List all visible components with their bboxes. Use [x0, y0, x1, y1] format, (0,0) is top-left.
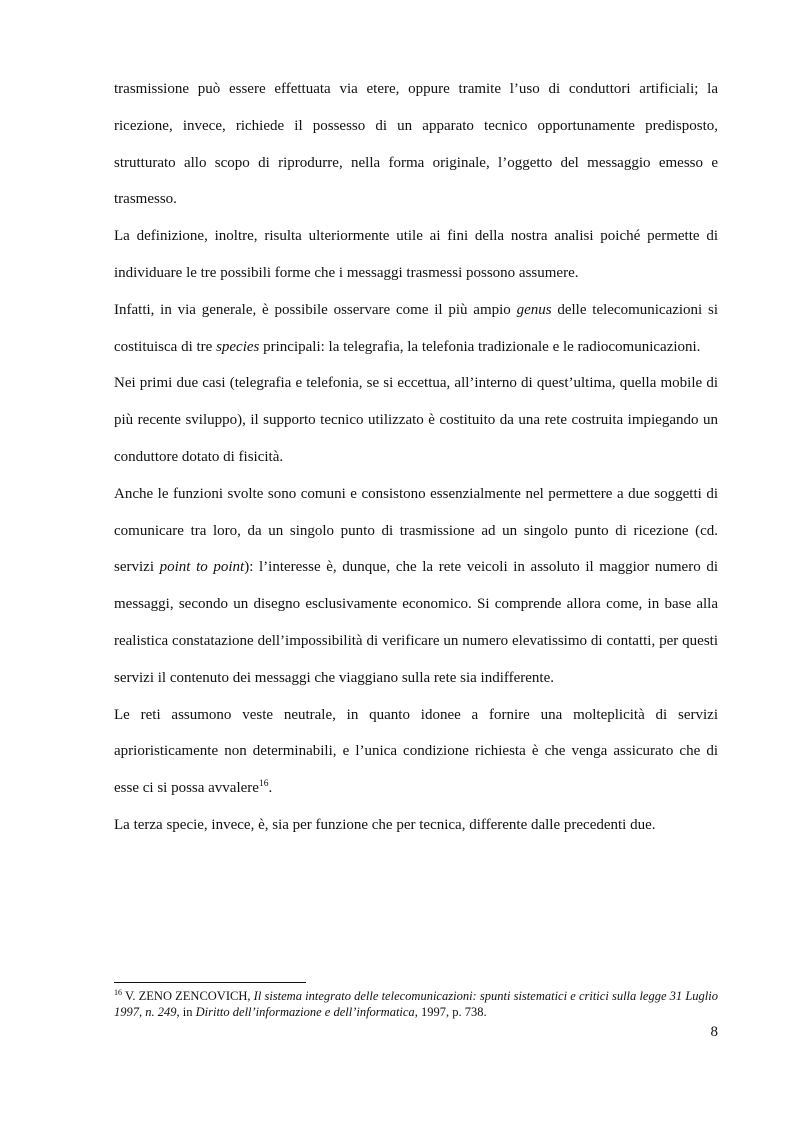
paragraph-5-text-b: ): l’interesse è, dunque, che la rete veicoli in assoluto il maggior numero di messaggi, secondo un disegno esclusivamente economico. Si comprende allora come, in base alla realistica constatazione dell’impossibilità di verificare un numero elevatissimo di contatti, per questi servizi il contenuto dei messaggi che viaggiano sulla rete sia indifferente. — [114, 559, 719, 686]
footnote-title: Il sistema integrato delle telecomunicazioni: spunti sistematici e critici sulla legge 31 Luglio 1997, n. 249 — [114, 989, 718, 1019]
footnote-in: , in — [176, 1004, 196, 1019]
page-number: 8 — [710, 1024, 718, 1040]
paragraph-6-text-a: Le reti assumono veste neutrale, in quanto idonee a fornire una molteplicità di servizi aprioristicamente non determinabili, e l’unica condizione richiesta è che venga assicurato che di esse ci si possa avvalere — [114, 706, 718, 797]
footnote-separator — [114, 982, 306, 983]
paragraph-6-text-b: . — [268, 780, 273, 797]
paragraph-5 — [114, 476, 718, 697]
paragraph-4: Nei primi due casi (telegrafia e telefonia, se si eccettua, all’interno di quest’ultima, quella mobile di più recente sviluppo), il supporto tecnico utilizzato è costituito da una rete costruita impiegando un conduttore dotato di fisicità. — [114, 375, 718, 465]
paragraph-6 — [114, 697, 718, 807]
paragraph-5-text-a: Anche le funzioni svolte sono comuni e consistono essenzialmente nel permettere a due soggetti di comunicare tra loro, da un singolo punto di trasmissione ad un singolo punto di ricezione (cd. servizi — [114, 485, 718, 576]
paragraph-3-text-b: delle telecomunicazioni si costituisca di tre — [114, 301, 719, 355]
term-species: species — [216, 338, 260, 355]
footnote-reference[interactable]: 16 — [258, 779, 269, 790]
paragraph-3-text-a: Infatti, in via generale, è possibile osservare come il più ampio — [114, 301, 517, 318]
body-text — [114, 71, 718, 844]
footnote-rest: , 1997, p. 738. — [414, 1004, 487, 1019]
paragraph-3-text-c: principali: la telegrafia, la telefonia tradizionale e le radiocomunicazioni. — [259, 338, 701, 355]
footnote-16 — [114, 989, 718, 1020]
term-genus: genus — [516, 301, 552, 318]
footnote-author: V. ZENO ZENCOVICH, — [122, 989, 254, 1003]
paragraph-3 — [114, 292, 718, 366]
paragraph-2: La definizione, inoltre, risulta ulteriormente utile ai fini della nostra analisi poiché permette di individuare le tre possibili forme che i messaggi trasmessi possono assumere. — [114, 228, 718, 281]
footnote-number: 16 — [114, 987, 122, 997]
paragraph-1: trasmissione può essere effettuata via etere, oppure tramite l’uso di conduttori artificiali; la ricezione, invece, richiede il possesso di un apparato tecnico opportunamente predisposto, strutturato allo scopo di riprodurre, nella forma originale, l’oggetto del messaggio emesso e trasmesso. — [114, 81, 718, 208]
footnote-journal: Diritto dell’informazione e dell’informatica — [195, 1004, 415, 1019]
paragraph-7: La terza specie, invece, è, sia per funzione che per tecnica, differente dalle precedenti due. — [114, 816, 656, 833]
term-point-to-point: point to point — [159, 559, 245, 576]
